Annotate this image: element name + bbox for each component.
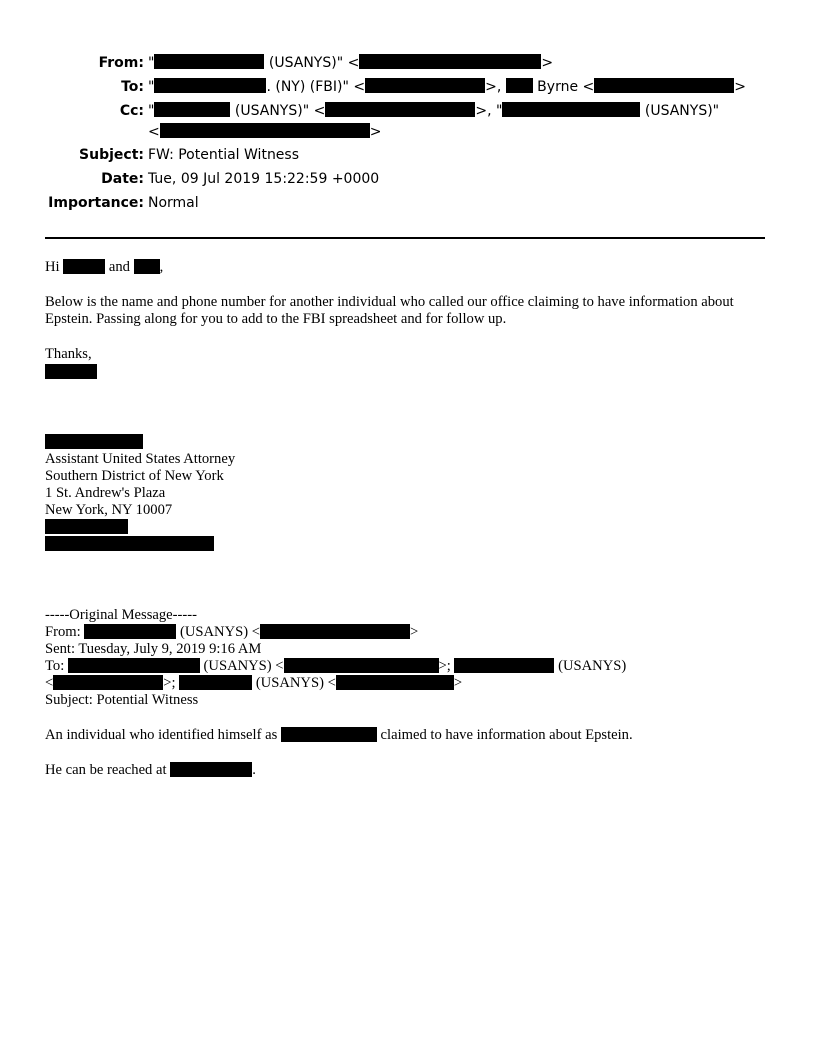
greeting-and: and — [105, 259, 134, 275]
redaction — [160, 123, 370, 138]
importance-value: Normal — [148, 195, 199, 211]
redaction — [502, 102, 640, 117]
original-body-line-1 — [45, 727, 775, 744]
from-label: From: — [98, 55, 144, 71]
to-label: To: — [121, 79, 144, 95]
redaction — [260, 624, 410, 639]
redaction — [45, 364, 97, 379]
to-close: > — [734, 79, 746, 95]
cc-open: < — [148, 124, 160, 140]
body-text: claimed to have information about Epstein. — [376, 727, 633, 743]
redaction — [281, 727, 377, 742]
body-text: An individual who identified himself as — [45, 727, 281, 743]
redaction — [594, 78, 734, 93]
original-to-sep: >; — [438, 658, 455, 674]
original-to-text: (USANYS) < — [199, 658, 284, 674]
redaction — [134, 259, 160, 274]
redaction — [154, 102, 230, 117]
subject-value: FW: Potential Witness — [148, 147, 300, 163]
original-subject: Subject: Potential Witness — [45, 692, 199, 708]
redaction — [325, 102, 475, 117]
date-value: Tue, 09 Jul 2019 15:22:59 +0000 — [148, 171, 380, 187]
redaction — [170, 762, 252, 777]
original-to-text-2: (USANYS) — [554, 658, 627, 674]
signature-title: Assistant United States Attorney — [45, 451, 236, 467]
redaction — [45, 519, 128, 534]
signature-address-2: New York, NY 10007 — [45, 502, 173, 518]
cc-text-2: (USANYS)" — [640, 103, 720, 119]
redaction — [336, 675, 454, 690]
to-quote: " — [148, 79, 155, 95]
redaction — [84, 624, 176, 639]
from-text: (USANYS)" < — [264, 55, 360, 71]
paragraph-line-1: Below is the name and phone number for another individual who called our office claiming to have information about — [45, 294, 734, 310]
body-text: He can be reached at — [45, 762, 171, 778]
from-close: > — [541, 55, 554, 71]
to-sep: >, — [485, 79, 506, 95]
original-body-line-2 — [45, 762, 775, 779]
to-text: . (NY) (FBI)" < — [266, 79, 366, 95]
signature-office: Southern District of New York — [45, 468, 224, 484]
redaction — [506, 78, 533, 93]
header-divider — [45, 237, 765, 239]
original-separator: -----Original Message----- — [45, 607, 197, 623]
redaction — [365, 78, 485, 93]
original-to — [45, 658, 775, 675]
redaction — [454, 658, 554, 673]
original-from — [45, 624, 775, 641]
cc-value-2 — [148, 120, 381, 144]
redaction — [45, 434, 143, 449]
greeting — [45, 259, 775, 276]
original-to-open: < — [45, 675, 54, 691]
original-to-close: > — [453, 675, 463, 691]
cc-sep: >, " — [475, 103, 503, 119]
redaction — [53, 675, 163, 690]
cc-label: Cc: — [119, 103, 144, 119]
redaction — [63, 259, 105, 274]
redaction — [359, 54, 541, 69]
original-sent: Sent: Tuesday, July 9, 2019 9:16 AM — [45, 641, 262, 657]
cc-quote: " — [148, 103, 155, 119]
original-to-sep-2: >; — [163, 675, 180, 691]
closing: Thanks, — [45, 346, 92, 362]
original-from-label: From: — [45, 624, 85, 640]
redaction — [284, 658, 439, 673]
greeting-hi: Hi — [45, 259, 64, 275]
redaction — [154, 78, 266, 93]
redaction — [68, 658, 200, 673]
original-to-label: To: — [45, 658, 68, 674]
original-to-continued — [45, 675, 775, 692]
greeting-comma: , — [159, 259, 164, 275]
to-value — [148, 75, 746, 99]
to-name: Byrne < — [532, 79, 595, 95]
date-label: Date: — [101, 171, 144, 187]
redaction — [154, 54, 264, 69]
importance-label: Importance: — [48, 195, 144, 211]
original-from-close: > — [409, 624, 419, 640]
from-value — [148, 51, 553, 75]
body-text: . — [252, 762, 256, 778]
signature-address-1: 1 St. Andrew's Plaza — [45, 485, 166, 501]
cc-close: > — [369, 124, 382, 140]
redaction — [179, 675, 252, 690]
from-quote: " — [148, 55, 155, 71]
subject-label: Subject: — [79, 147, 144, 163]
redaction — [45, 536, 214, 551]
cc-text: (USANYS)" < — [230, 103, 326, 119]
paragraph-line-2: Epstein. Passing along for you to add to the FBI spreadsheet and for follow up. — [45, 311, 507, 327]
original-from-text: (USANYS) < — [176, 624, 260, 640]
original-to-text-3: (USANYS) < — [252, 675, 336, 691]
